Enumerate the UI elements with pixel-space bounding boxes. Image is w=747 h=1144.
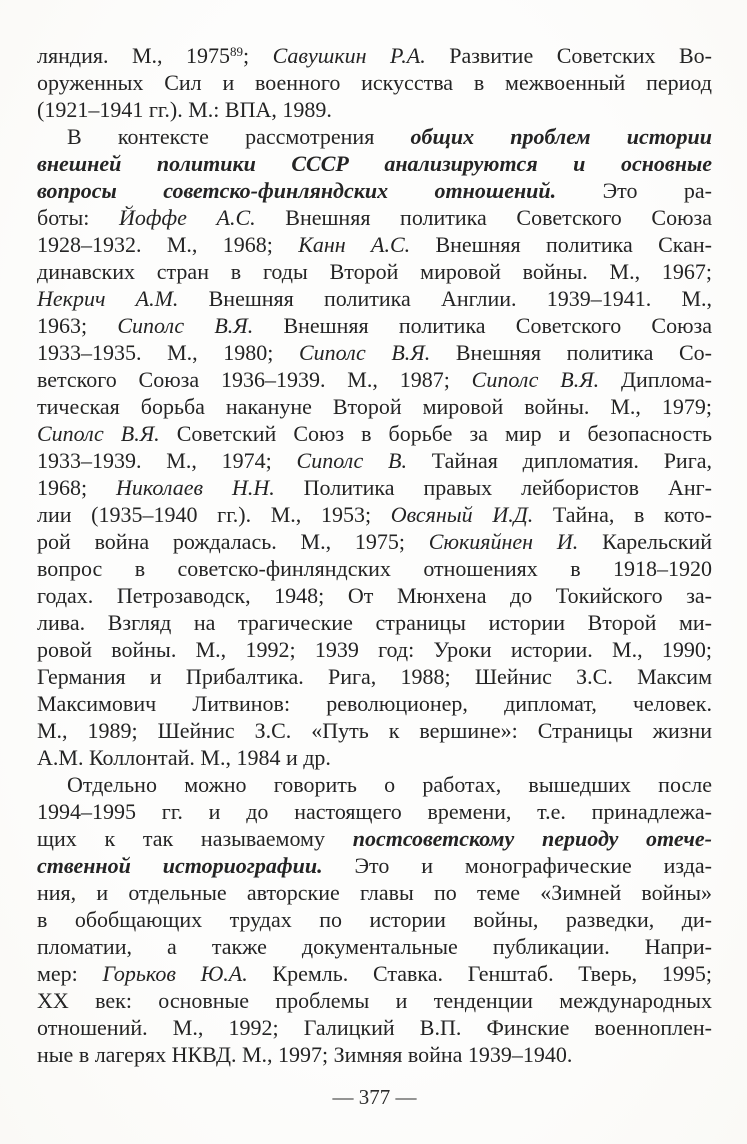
text-line [37,474,712,501]
text-run: Внешняя политика Скан- [410,232,712,257]
text-run: ные в лагерях НКВД. М., 1997; Зимняя война 1939–1940. [37,1042,573,1067]
author-name: Овсяный И.Д. [390,502,534,527]
text-run: вопрос в советско-финляндских отношениях в 1918–1920 [37,556,712,581]
text-line [37,690,712,717]
author-name: Йоффе А.С. [119,205,256,230]
emphasis-text: внешней политики СССР анализируются и основные [37,151,712,176]
text-line [37,555,712,582]
text-line [37,339,712,366]
text-run: рой война рождалась. М., 1975; [37,529,429,554]
text-line [37,393,712,420]
text-line [37,366,712,393]
text-run: Политика правых лейбористов Анг- [274,475,712,500]
text-run: Советский Союз в борьбе за мир и безопасность [159,421,713,446]
text-run: тическая борьба накануне Второй мировой войны. М., 1979; [37,394,712,419]
text-line [37,177,712,204]
text-run: 1994–1995 гг. и до настоящего времени, т.е. принадлежа- [37,799,712,824]
emphasis-text: вопросы советско-финляндских отношений. [37,178,557,203]
text-run: лива. Взгляд на трагические страницы истории Второй ми- [37,610,712,635]
text-run: годах. Петрозаводск, 1948; От Мюнхена до Токийского за- [37,583,712,608]
text-run: 1928–1932. М., 1968; [37,232,299,257]
text-run: (1921–1941 гг.). М.: ВПА, 1989. [37,97,332,122]
text-line [37,528,712,555]
author-name: Сюкияйнен И. [428,529,579,554]
text-run: В контексте рассмотрения [67,124,411,149]
text-run: ХХ век: основные проблемы и тенденции международных [37,988,712,1013]
footnote-ref: 89 [230,44,243,59]
page-text [37,42,712,1068]
text-run: Кремль. Ставка. Генштаб. Тверь, 1995; [247,961,712,986]
text-line [37,987,712,1014]
text-run: Внешняя политика Англии. 1939–1941. М., [178,286,713,311]
text-line [37,447,712,474]
text-run: Тайная дипломатия. Рига, [407,448,712,473]
text-line [37,960,712,987]
text-run: ветского Союза 1936–1939. М., 1987; [37,367,472,392]
page-number: — 377 — [332,1085,417,1109]
author-name: Сиполс В. [296,448,407,473]
paragraph [37,771,712,1068]
emphasis-text: постсоветскому периоду отече- [352,826,712,851]
text-run: Отдельно можно говорить о работах, вышедших после [67,772,712,797]
author-name: Сиполс В.Я. [117,313,254,338]
text-run: ния, и отдельные авторские главы по теме «Зимней войны» [37,880,712,905]
text-line [37,636,712,663]
text-run: пломатии, а также документальные публикации. Напри- [37,934,712,959]
author-name: Некрич А.М. [37,286,179,311]
text-run: лии (1935–1940 гг.). М., 1953; [37,502,391,527]
text-run: Развитие Советских Во- [425,43,712,68]
text-run: Внешняя политика Со- [430,340,712,365]
text-run: оруженных Сил и военного искусства в межвоенный период [37,70,712,95]
text-line [37,906,712,933]
text-run: ляндия. М., 1975 [37,43,230,68]
text-run: М., 1989; Шейнис З.С. «Путь к вершине»: Страницы жизни [37,718,712,743]
text-run: 1933–1939. М., 1974; [37,448,297,473]
text-run: Внешняя политика Советского Союза [253,313,712,338]
text-line [37,204,712,231]
text-run: 1963; [37,313,118,338]
text-run: Максимович Литвинов: революционер, дипломат, человек. [37,691,712,716]
text-run: Это ра- [556,178,712,203]
paragraph [37,123,712,771]
text-line [37,1014,712,1041]
text-line [37,150,712,177]
emphasis-text: ственной историографии. [37,853,323,878]
text-line [37,69,712,96]
text-line [37,96,712,123]
author-name: Сиполс В.Я. [299,340,431,365]
text-line [37,123,712,150]
text-line [37,879,712,906]
text-run: мер: [37,961,103,986]
text-run: боты: [37,205,120,230]
text-line [37,501,712,528]
text-run: ; [243,43,273,68]
text-run: Карельский [578,529,712,554]
text-line [37,852,712,879]
text-run: в обобщающих трудах по истории войны, разведки, ди- [37,907,712,932]
text-run: Германия и Прибалтика. Рига, 1988; Шейнис З.С. Максим [37,664,712,689]
text-run: динавских стран в годы Второй мировой войны. М., 1967; [37,259,712,284]
text-run: Это и монографические изда- [322,853,712,878]
author-name: Сиполс В.Я. [37,421,160,446]
text-run: отношений. М., 1992; Галицкий В.П. Финские военноплен- [37,1015,712,1040]
text-line [37,744,712,771]
text-line [37,933,712,960]
text-line [37,663,712,690]
text-line [37,1041,712,1068]
text-line [37,231,712,258]
paragraph [37,42,712,123]
text-run: А.М. Коллонтай. М., 1984 и др. [37,745,331,770]
author-name: Канн А.С. [298,232,411,257]
text-run: 1933–1935. М., 1980; [37,340,299,365]
text-line [37,312,712,339]
text-run: Внешняя политика Советского Союза [255,205,712,230]
text-line [37,582,712,609]
author-name: Николаев Н.Н. [116,475,275,500]
text-run: ровой войны. М., 1992; 1939 год: Уроки истории. М., 1990; [37,637,712,662]
emphasis-text: общих проблем истории [410,124,713,149]
text-line [37,717,712,744]
author-name: Савушкин Р.А. [272,43,426,68]
text-line [37,825,712,852]
text-line [37,258,712,285]
text-line [37,285,712,312]
text-run: 1968; [37,475,117,500]
text-line [37,798,712,825]
author-name: Сиполс В.Я. [471,367,600,392]
author-name: Горьков Ю.А. [102,961,248,986]
text-run: Тайна, в кото- [533,502,712,527]
text-line [37,42,712,69]
text-line [37,609,712,636]
text-line [37,420,712,447]
text-line [37,771,712,798]
text-run: Диплома- [599,367,712,392]
text-run: щих к так называемому [37,826,353,851]
